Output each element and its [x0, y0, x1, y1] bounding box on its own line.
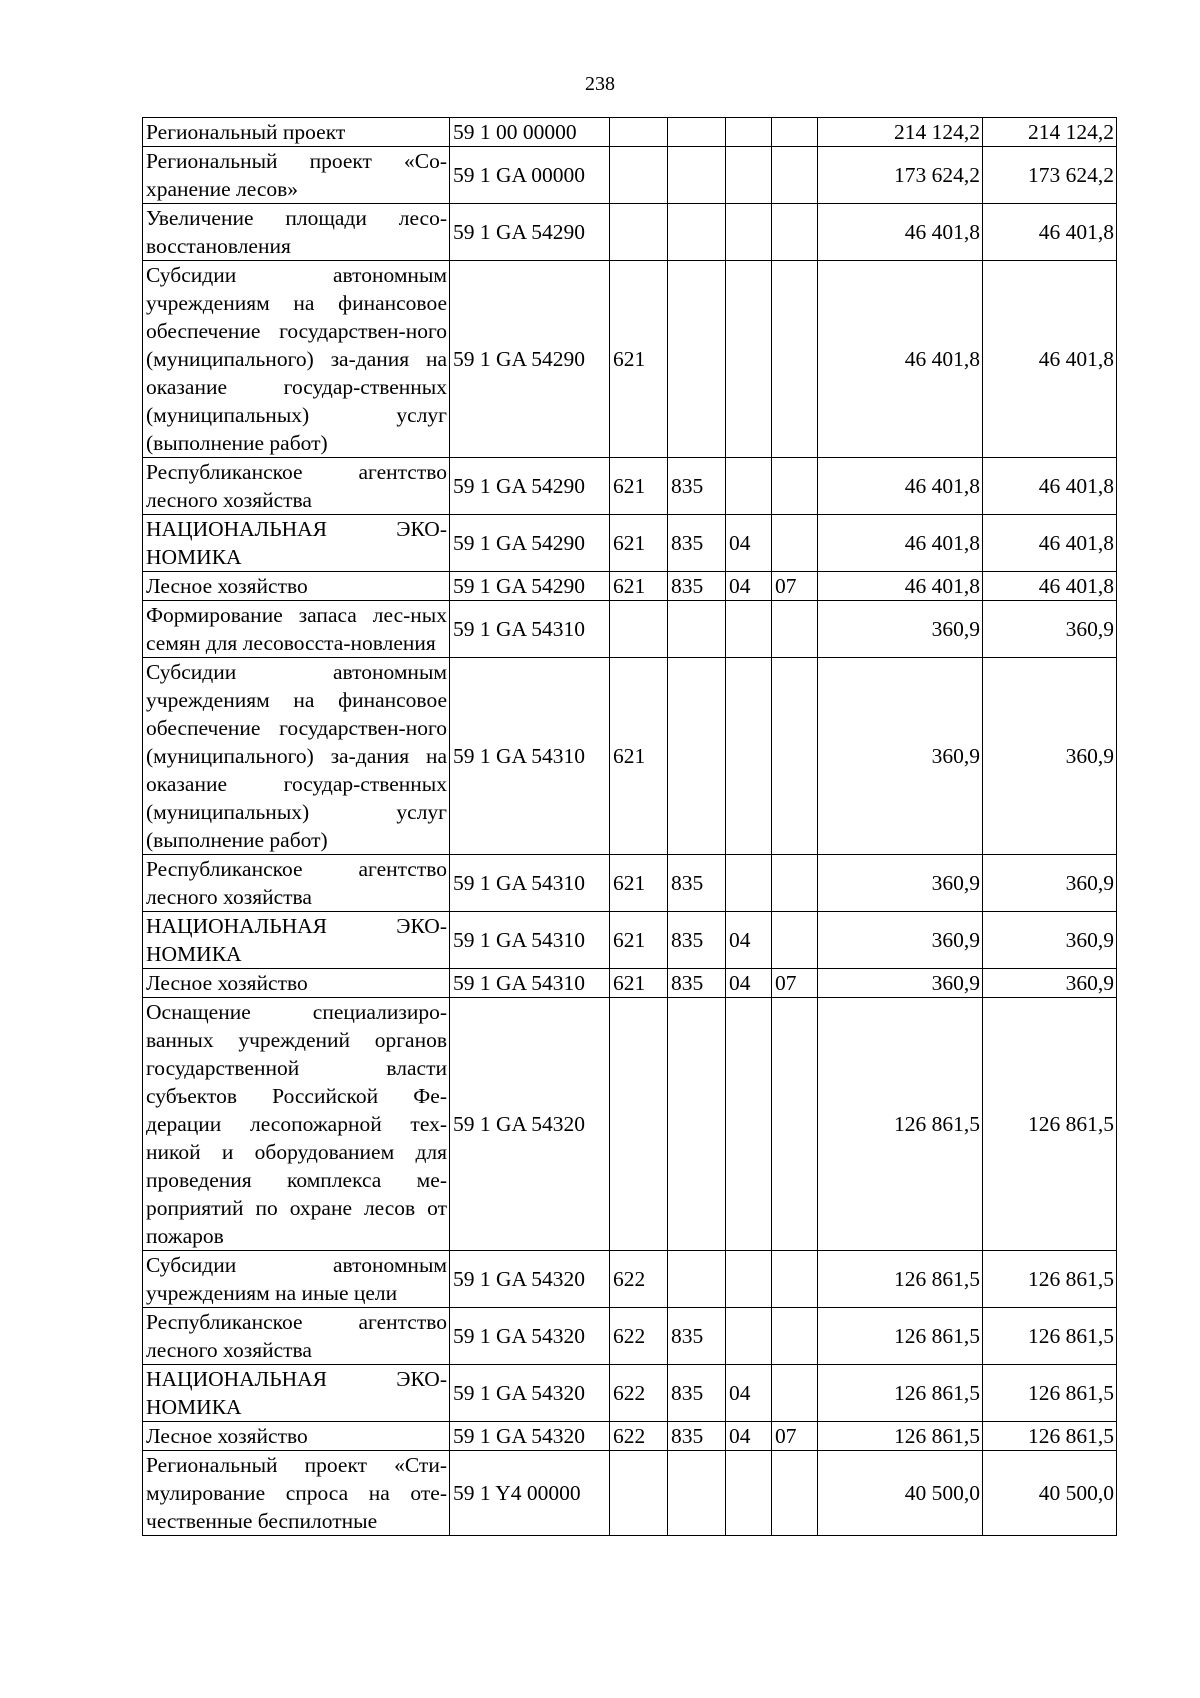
amount-year2-cell: 46 401,8	[983, 515, 1117, 572]
amount-year2-cell: 360,9	[983, 912, 1117, 969]
expense-type-cell: 621	[610, 261, 668, 458]
subsection-code-cell	[772, 1365, 818, 1422]
amount-year2-cell: 214 124,2	[983, 118, 1117, 147]
row-name-cell: Субсидии автономным учреждениям на финансовое обеспечение государствен-ного (муниципального) за-дания на оказание государ-ственных (муниципальных) услуг (выполнение работ)	[143, 658, 450, 855]
section-code-cell	[726, 147, 772, 204]
expense-type-cell: 621	[610, 572, 668, 601]
expense-type-cell: 621	[610, 912, 668, 969]
section-code-cell	[726, 1251, 772, 1308]
expense-type-cell: 621	[610, 458, 668, 515]
subsection-code-cell	[772, 601, 818, 658]
table-row	[143, 1451, 1117, 1536]
section-code-cell	[726, 658, 772, 855]
subsection-code-cell	[772, 912, 818, 969]
agency-code-cell	[668, 118, 726, 147]
target-code-cell: 59 1 GA 54310	[450, 969, 610, 998]
agency-code-cell	[668, 1251, 726, 1308]
amount-year1-cell: 46 401,8	[818, 458, 983, 515]
amount-year1-cell: 360,9	[818, 601, 983, 658]
table-row	[143, 204, 1117, 261]
agency-code-cell: 835	[668, 515, 726, 572]
table-row	[143, 855, 1117, 912]
amount-year2-cell: 360,9	[983, 601, 1117, 658]
row-name-cell: Лесное хозяйство	[143, 1422, 450, 1451]
table-row	[143, 912, 1117, 969]
row-name-cell: Лесное хозяйство	[143, 572, 450, 601]
agency-code-cell: 835	[668, 912, 726, 969]
amount-year2-cell: 46 401,8	[983, 261, 1117, 458]
expense-type-cell	[610, 1451, 668, 1536]
amount-year1-cell: 46 401,8	[818, 572, 983, 601]
amount-year1-cell: 46 401,8	[818, 261, 983, 458]
amount-year1-cell: 360,9	[818, 912, 983, 969]
agency-code-cell	[668, 998, 726, 1251]
table-row	[143, 1365, 1117, 1422]
target-code-cell: 59 1 GA 54320	[450, 1365, 610, 1422]
table-row	[143, 601, 1117, 658]
section-code-cell	[726, 118, 772, 147]
agency-code-cell: 835	[668, 458, 726, 515]
target-code-cell: 59 1 GA 54290	[450, 458, 610, 515]
amount-year2-cell: 126 861,5	[983, 1308, 1117, 1365]
row-name-cell: Субсидии автономным учреждениям на финансовое обеспечение государствен-ного (муниципального) за-дания на оказание государ-ственных (муниципальных) услуг (выполнение работ)	[143, 261, 450, 458]
amount-year2-cell: 40 500,0	[983, 1451, 1117, 1536]
amount-year1-cell: 360,9	[818, 855, 983, 912]
expense-type-cell: 621	[610, 855, 668, 912]
subsection-code-cell	[772, 1251, 818, 1308]
agency-code-cell	[668, 204, 726, 261]
page-number: 238	[585, 73, 615, 95]
table-row	[143, 261, 1117, 458]
target-code-cell: 59 1 GA 54290	[450, 572, 610, 601]
table-row	[143, 515, 1117, 572]
amount-year2-cell: 173 624,2	[983, 147, 1117, 204]
table-row	[143, 1308, 1117, 1365]
expense-type-cell: 621	[610, 969, 668, 998]
table-row	[143, 969, 1117, 998]
row-name-cell: Формирование запаса лес-ных семян для лесовосста-новления	[143, 601, 450, 658]
section-code-cell	[726, 458, 772, 515]
target-code-cell: 59 1 GA 54310	[450, 912, 610, 969]
agency-code-cell	[668, 147, 726, 204]
section-code-cell	[726, 998, 772, 1251]
target-code-cell: 59 1 GA 54320	[450, 998, 610, 1251]
amount-year1-cell: 46 401,8	[818, 515, 983, 572]
section-code-cell	[726, 204, 772, 261]
amount-year2-cell: 126 861,5	[983, 1251, 1117, 1308]
section-code-cell	[726, 601, 772, 658]
amount-year1-cell: 173 624,2	[818, 147, 983, 204]
expense-type-cell: 621	[610, 658, 668, 855]
amount-year1-cell: 46 401,8	[818, 204, 983, 261]
amount-year2-cell: 126 861,5	[983, 1365, 1117, 1422]
amount-year2-cell: 360,9	[983, 969, 1117, 998]
expense-type-cell: 622	[610, 1422, 668, 1451]
table-row	[143, 1251, 1117, 1308]
expense-type-cell: 622	[610, 1365, 668, 1422]
subsection-code-cell	[772, 998, 818, 1251]
expense-type-cell: 621	[610, 515, 668, 572]
row-name-cell: Региональный проект	[143, 118, 450, 147]
subsection-code-cell: 07	[772, 572, 818, 601]
row-name-cell: Оснащение специализиро-ванных учреждений органов государственной власти субъектов Российской Фе-дерации лесопожарной тех-никой и оборудованием для проведения комплекса ме-роприятий по охране лесов от пожаров	[143, 998, 450, 1251]
expense-type-cell	[610, 118, 668, 147]
table-row	[143, 1422, 1117, 1451]
subsection-code-cell	[772, 658, 818, 855]
target-code-cell: 59 1 GA 54320	[450, 1422, 610, 1451]
expense-type-cell	[610, 998, 668, 1251]
amount-year2-cell: 360,9	[983, 855, 1117, 912]
table-row	[143, 572, 1117, 601]
amount-year2-cell: 126 861,5	[983, 998, 1117, 1251]
target-code-cell: 59 1 GA 54310	[450, 658, 610, 855]
agency-code-cell: 835	[668, 1308, 726, 1365]
row-name-cell: НАЦИОНАЛЬНАЯ ЭКО-НОМИКА	[143, 1365, 450, 1422]
amount-year1-cell: 126 861,5	[818, 1422, 983, 1451]
subsection-code-cell	[772, 1451, 818, 1536]
section-code-cell: 04	[726, 912, 772, 969]
amount-year1-cell: 126 861,5	[818, 1308, 983, 1365]
amount-year1-cell: 360,9	[818, 969, 983, 998]
row-name-cell: Региональный проект «Сти-мулирование спроса на оте-чественные беспилотные	[143, 1451, 450, 1536]
amount-year2-cell: 46 401,8	[983, 204, 1117, 261]
agency-code-cell	[668, 1451, 726, 1536]
subsection-code-cell	[772, 515, 818, 572]
agency-code-cell: 835	[668, 1422, 726, 1451]
table-row	[143, 658, 1117, 855]
expense-type-cell	[610, 147, 668, 204]
expense-type-cell	[610, 204, 668, 261]
section-code-cell: 04	[726, 572, 772, 601]
section-code-cell	[726, 1451, 772, 1536]
section-code-cell	[726, 855, 772, 912]
row-name-cell: Увеличение площади лесо-восстановления	[143, 204, 450, 261]
table-row	[143, 118, 1117, 147]
target-code-cell: 59 1 GA 54290	[450, 261, 610, 458]
target-code-cell: 59 1 GA 54290	[450, 515, 610, 572]
table-body	[143, 118, 1117, 1536]
agency-code-cell	[668, 261, 726, 458]
table-row	[143, 998, 1117, 1251]
target-code-cell: 59 1 GA 00000	[450, 147, 610, 204]
subsection-code-cell: 07	[772, 969, 818, 998]
target-code-cell: 59 1 GA 54290	[450, 204, 610, 261]
agency-code-cell: 835	[668, 969, 726, 998]
budget-table	[142, 117, 1117, 1536]
row-name-cell: Субсидии автономным учреждениям на иные цели	[143, 1251, 450, 1308]
agency-code-cell: 835	[668, 1365, 726, 1422]
subsection-code-cell	[772, 147, 818, 204]
row-name-cell: Региональный проект «Со-хранение лесов»	[143, 147, 450, 204]
section-code-cell	[726, 261, 772, 458]
section-code-cell: 04	[726, 1365, 772, 1422]
amount-year1-cell: 126 861,5	[818, 1365, 983, 1422]
agency-code-cell	[668, 658, 726, 855]
subsection-code-cell: 07	[772, 1422, 818, 1451]
section-code-cell	[726, 1308, 772, 1365]
amount-year1-cell: 214 124,2	[818, 118, 983, 147]
expense-type-cell: 622	[610, 1251, 668, 1308]
amount-year2-cell: 46 401,8	[983, 458, 1117, 515]
subsection-code-cell	[772, 1308, 818, 1365]
row-name-cell: НАЦИОНАЛЬНАЯ ЭКО-НОМИКА	[143, 912, 450, 969]
row-name-cell: НАЦИОНАЛЬНАЯ ЭКО-НОМИКА	[143, 515, 450, 572]
agency-code-cell	[668, 601, 726, 658]
agency-code-cell: 835	[668, 572, 726, 601]
amount-year2-cell: 46 401,8	[983, 572, 1117, 601]
row-name-cell: Республиканское агентство лесного хозяйства	[143, 458, 450, 515]
expense-type-cell: 622	[610, 1308, 668, 1365]
row-name-cell: Республиканское агентство лесного хозяйства	[143, 855, 450, 912]
table-row	[143, 147, 1117, 204]
row-name-cell: Республиканское агентство лесного хозяйства	[143, 1308, 450, 1365]
target-code-cell: 59 1 00 00000	[450, 118, 610, 147]
subsection-code-cell	[772, 204, 818, 261]
row-name-cell: Лесное хозяйство	[143, 969, 450, 998]
target-code-cell: 59 1 GA 54310	[450, 601, 610, 658]
subsection-code-cell	[772, 855, 818, 912]
section-code-cell: 04	[726, 969, 772, 998]
amount-year1-cell: 40 500,0	[818, 1451, 983, 1536]
section-code-cell: 04	[726, 1422, 772, 1451]
amount-year1-cell: 360,9	[818, 658, 983, 855]
target-code-cell: 59 1 GA 54320	[450, 1308, 610, 1365]
target-code-cell: 59 1 GA 54310	[450, 855, 610, 912]
target-code-cell: 59 1 Y4 00000	[450, 1451, 610, 1536]
amount-year2-cell: 360,9	[983, 658, 1117, 855]
expense-type-cell	[610, 601, 668, 658]
subsection-code-cell	[772, 458, 818, 515]
table-row	[143, 458, 1117, 515]
subsection-code-cell	[772, 118, 818, 147]
section-code-cell: 04	[726, 515, 772, 572]
target-code-cell: 59 1 GA 54320	[450, 1251, 610, 1308]
amount-year1-cell: 126 861,5	[818, 1251, 983, 1308]
amount-year1-cell: 126 861,5	[818, 998, 983, 1251]
agency-code-cell: 835	[668, 855, 726, 912]
amount-year2-cell: 126 861,5	[983, 1422, 1117, 1451]
subsection-code-cell	[772, 261, 818, 458]
